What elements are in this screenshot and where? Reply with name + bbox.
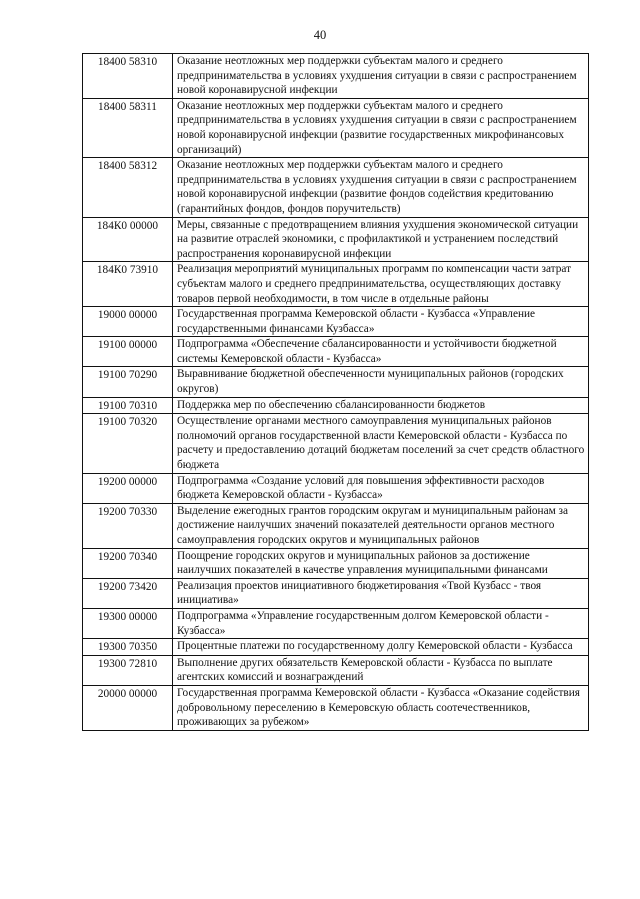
table-row bbox=[83, 307, 589, 337]
row-code: 19300 72810 bbox=[83, 655, 173, 685]
row-description: Реализация мероприятий муниципальных программ по компенсации части затрат субъектам малого и среднего предпринимательства, осуществляющих доставку товаров первой необходимости, в том числе в отдельные районы bbox=[173, 262, 589, 307]
row-code: 18400 58312 bbox=[83, 158, 173, 217]
table-row bbox=[83, 367, 589, 397]
table-row bbox=[83, 548, 589, 578]
row-code: 19200 70340 bbox=[83, 548, 173, 578]
row-description: Государственная программа Кемеровской области - Кузбасса «Оказание содействия добровольному переселению в Кемеровскую область соотечественников, проживающих за рубежом» bbox=[173, 685, 589, 730]
row-code: 19100 70320 bbox=[83, 414, 173, 473]
table-row bbox=[83, 337, 589, 367]
row-description: Реализация проектов инициативного бюджетирования «Твой Кузбасс - твоя инициатива» bbox=[173, 578, 589, 608]
row-description: Выполнение других обязательств Кемеровской области - Кузбасса по выплате агентских комиссий и вознаграждений bbox=[173, 655, 589, 685]
table-row bbox=[83, 639, 589, 656]
table-row bbox=[83, 503, 589, 548]
page-number: 40 bbox=[313, 28, 327, 42]
table-row bbox=[83, 54, 589, 99]
row-description: Подпрограмма «Обеспечение сбалансированности и устойчивости бюджетной системы Кемеровской области - Кузбасса» bbox=[173, 337, 589, 367]
row-code: 184К0 00000 bbox=[83, 217, 173, 262]
row-description: Подпрограмма «Управление государственным долгом Кемеровской области - Кузбасса» bbox=[173, 608, 589, 638]
row-description: Выделение ежегодных грантов городским округам и муниципальным районам за достижение наилучших значений показателей деятельности органов местного самоуправления городских округов и муниципальных районов bbox=[173, 503, 589, 548]
row-description: Поддержка мер по обеспечению сбалансированности бюджетов bbox=[173, 397, 589, 414]
table-row bbox=[83, 578, 589, 608]
row-code: 19200 00000 bbox=[83, 473, 173, 503]
row-code: 18400 58310 bbox=[83, 54, 173, 99]
row-description: Меры, связанные с предотвращением влияния ухудшения экономической ситуации на развитие отраслей экономики, с профилактикой и устранением последствий распространения коронавирусной инфекции bbox=[173, 217, 589, 262]
row-code: 184К0 73910 bbox=[83, 262, 173, 307]
row-code: 19200 70330 bbox=[83, 503, 173, 548]
row-code: 20000 00000 bbox=[83, 685, 173, 730]
row-code: 19300 70350 bbox=[83, 639, 173, 656]
table-row bbox=[83, 217, 589, 262]
table-row bbox=[83, 655, 589, 685]
row-description: Оказание неотложных мер поддержки субъектам малого и среднего предпринимательства в условиях ухудшения ситуации в связи с распространением новой коронавирусной инфекции (развитие государственных микрофинансовых организаций) bbox=[173, 98, 589, 157]
row-description: Процентные платежи по государственному долгу Кемеровской области - Кузбасса bbox=[173, 639, 589, 656]
row-description: Поощрение городских округов и муниципальных районов за достижение наилучших показателей в качестве управления муниципальными финансами bbox=[173, 548, 589, 578]
row-description: Оказание неотложных мер поддержки субъектам малого и среднего предпринимательства в условиях ухудшения ситуации в связи с распространением новой коронавирусной инфекции (развитие фондов содействия кредитованию (гарантийных фондов, фондов поручительств) bbox=[173, 158, 589, 217]
budget-classification-table bbox=[82, 53, 589, 731]
table-row bbox=[83, 98, 589, 157]
row-code: 19200 73420 bbox=[83, 578, 173, 608]
row-code: 19300 00000 bbox=[83, 608, 173, 638]
row-code: 19100 00000 bbox=[83, 337, 173, 367]
table-row bbox=[83, 158, 589, 217]
row-description: Выравнивание бюджетной обеспеченности муниципальных районов (городских округов) bbox=[173, 367, 589, 397]
row-description: Оказание неотложных мер поддержки субъектам малого и среднего предпринимательства в условиях ухудшения ситуации в связи с распространением новой коронавирусной инфекции bbox=[173, 54, 589, 99]
row-code: 19000 00000 bbox=[83, 307, 173, 337]
row-code: 19100 70310 bbox=[83, 397, 173, 414]
row-description: Осуществление органами местного самоуправления муниципальных районов полномочий органов государственной власти Кемеровской области - Кузбасса по расчету и предоставлению дотаций бюджетам поселений за счет средств областного бюджета bbox=[173, 414, 589, 473]
row-description: Подпрограмма «Создание условий для повышения эффективности расходов бюджета Кемеровской области - Кузбасса» bbox=[173, 473, 589, 503]
table-row bbox=[83, 608, 589, 638]
table-row bbox=[83, 397, 589, 414]
row-description: Государственная программа Кемеровской области - Кузбасса «Управление государственными финансами Кузбасса» bbox=[173, 307, 589, 337]
row-code: 19100 70290 bbox=[83, 367, 173, 397]
table-row bbox=[83, 685, 589, 730]
row-code: 18400 58311 bbox=[83, 98, 173, 157]
table-row bbox=[83, 473, 589, 503]
table-row bbox=[83, 414, 589, 473]
table-row bbox=[83, 262, 589, 307]
